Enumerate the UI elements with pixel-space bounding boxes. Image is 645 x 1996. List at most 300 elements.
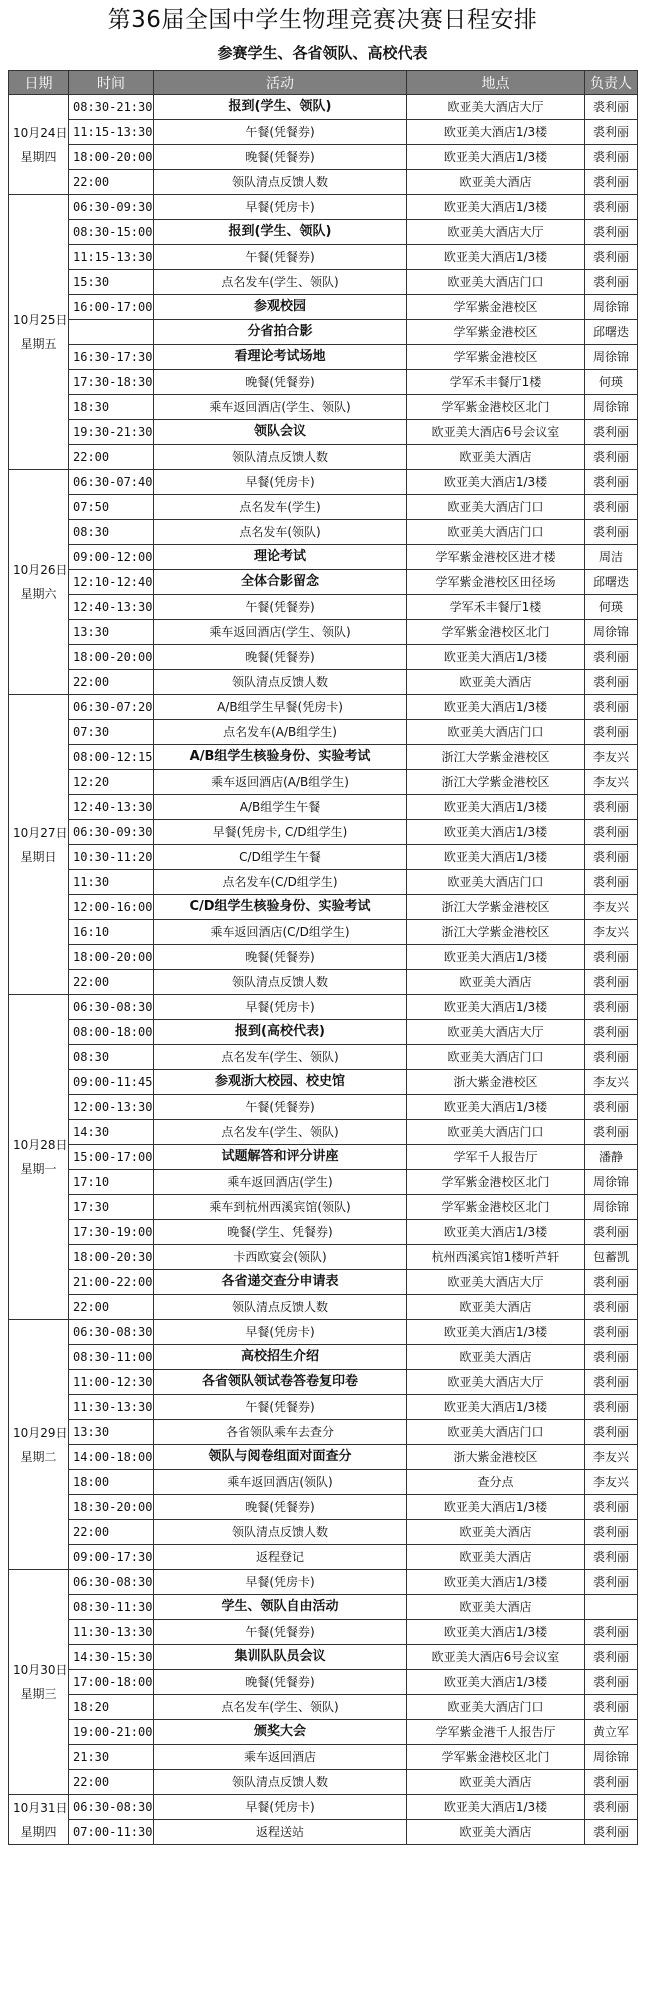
date-label: 10月30日 bbox=[13, 1663, 68, 1677]
weekday-label: 星期三 bbox=[20, 1687, 57, 1701]
table-row bbox=[9, 995, 638, 1020]
header-activity: 活动 bbox=[154, 71, 407, 95]
table-row bbox=[9, 1820, 638, 1845]
time-cell: 22:00 bbox=[69, 1520, 154, 1545]
activity-cell: A/B组学生午餐 bbox=[154, 795, 407, 820]
time-cell: 19:00-21:00 bbox=[69, 1720, 154, 1745]
time-cell: 13:30 bbox=[69, 1420, 154, 1445]
activity-cell: 晚餐(凭餐券) bbox=[154, 1670, 407, 1695]
time-cell: 14:30 bbox=[69, 1120, 154, 1145]
table-row bbox=[9, 1445, 638, 1470]
person-cell: 裘利丽 bbox=[585, 145, 638, 170]
time-cell: 18:30 bbox=[69, 395, 154, 420]
person-cell: 潘静 bbox=[585, 1145, 638, 1170]
table-row bbox=[9, 220, 638, 245]
time-cell: 16:00-17:00 bbox=[69, 295, 154, 320]
person-cell: 裘利丽 bbox=[585, 495, 638, 520]
activity-cell: 早餐(凭房卡, C/D组学生) bbox=[154, 820, 407, 845]
table-row bbox=[9, 1420, 638, 1445]
table-row bbox=[9, 795, 638, 820]
activity-cell: 各省领队领试卷答卷复印卷 bbox=[154, 1370, 407, 1395]
time-cell: 12:00-16:00 bbox=[69, 895, 154, 920]
time-cell: 13:30 bbox=[69, 620, 154, 645]
person-cell: 裘利丽 bbox=[585, 1220, 638, 1245]
location-cell: 欧亚美大酒店1/3楼 bbox=[407, 995, 585, 1020]
person-cell: 裘利丽 bbox=[585, 870, 638, 895]
location-cell: 欧亚美大酒店1/3楼 bbox=[407, 795, 585, 820]
location-cell: 欧亚美大酒店 bbox=[407, 1295, 585, 1320]
time-cell: 09:00-17:30 bbox=[69, 1545, 154, 1570]
location-cell: 欧亚美大酒店门口 bbox=[407, 1695, 585, 1720]
person-cell: 周徐锦 bbox=[585, 295, 638, 320]
activity-cell: 午餐(凭餐券) bbox=[154, 1395, 407, 1420]
person-cell: 裘利丽 bbox=[585, 1395, 638, 1420]
location-cell: 浙江大学紫金港校区 bbox=[407, 920, 585, 945]
person-cell: 包蓄凯 bbox=[585, 1245, 638, 1270]
table-row bbox=[9, 145, 638, 170]
header-person: 负责人 bbox=[585, 71, 638, 95]
location-cell: 学军紫金港校区 bbox=[407, 345, 585, 370]
location-cell: 浙大紫金港校区 bbox=[407, 1445, 585, 1470]
table-row bbox=[9, 120, 638, 145]
activity-cell: 点名发车(学生、领队) bbox=[154, 1695, 407, 1720]
page-subtitle: 参赛学生、各省领队、高校代表 bbox=[217, 44, 428, 62]
time-cell: 21:30 bbox=[69, 1745, 154, 1770]
table-row bbox=[9, 1670, 638, 1695]
time-cell: 18:00-20:00 bbox=[69, 945, 154, 970]
time-cell: 14:30-15:30 bbox=[69, 1645, 154, 1670]
location-cell: 欧亚美大酒店1/3楼 bbox=[407, 945, 585, 970]
activity-cell: 报到(学生、领队) bbox=[154, 220, 407, 245]
time-cell: 18:00-20:30 bbox=[69, 1245, 154, 1270]
person-cell: 裘利丽 bbox=[585, 170, 638, 195]
location-cell: 浙江大学紫金港校区 bbox=[407, 770, 585, 795]
time-cell: 16:30-17:30 bbox=[69, 345, 154, 370]
person-cell: 裘利丽 bbox=[585, 945, 638, 970]
activity-cell: 乘车返回酒店(学生、领队) bbox=[154, 395, 407, 420]
table-row bbox=[9, 420, 638, 445]
activity-cell: 午餐(凭餐券) bbox=[154, 1620, 407, 1645]
table-row bbox=[9, 570, 638, 595]
person-cell: 周徐锦 bbox=[585, 1195, 638, 1220]
time-cell: 12:00-13:30 bbox=[69, 1095, 154, 1120]
table-row bbox=[9, 395, 638, 420]
table-row bbox=[9, 1720, 638, 1745]
location-cell: 欧亚美大酒店 bbox=[407, 970, 585, 995]
time-cell: 11:30-13:30 bbox=[69, 1620, 154, 1645]
activity-cell: 晚餐(凭餐券) bbox=[154, 645, 407, 670]
activity-cell: 领队清点反馈人数 bbox=[154, 1520, 407, 1545]
location-cell: 学军禾丰餐厅1楼 bbox=[407, 370, 585, 395]
time-cell: 17:30-19:00 bbox=[69, 1220, 154, 1245]
location-cell: 欧亚美大酒店门口 bbox=[407, 495, 585, 520]
location-cell: 学军紫金港千人报告厅 bbox=[407, 1720, 585, 1745]
header-date: 日期 bbox=[9, 71, 69, 95]
time-cell: 22:00 bbox=[69, 445, 154, 470]
table-row bbox=[9, 370, 638, 395]
activity-cell: 报到(学生、领队) bbox=[154, 95, 407, 120]
time-cell: 07:30 bbox=[69, 720, 154, 745]
date-label: 10月27日 bbox=[13, 825, 68, 840]
person-cell: 何瑛 bbox=[585, 370, 638, 395]
person-cell: 裘利丽 bbox=[585, 1320, 638, 1345]
person-cell: 裘利丽 bbox=[585, 470, 638, 495]
person-cell: 裘利丽 bbox=[585, 445, 638, 470]
person-cell: 裘利丽 bbox=[585, 1270, 638, 1295]
person-cell: 裘利丽 bbox=[585, 995, 638, 1020]
date-cell bbox=[9, 695, 69, 995]
time-cell: 06:30-08:30 bbox=[69, 1795, 154, 1820]
activity-cell: 点名发车(领队) bbox=[154, 520, 407, 545]
person-cell: 裘利丽 bbox=[585, 120, 638, 145]
person-cell: 周徐锦 bbox=[585, 1745, 638, 1770]
table-row bbox=[9, 1295, 638, 1320]
time-cell: 14:00-18:00 bbox=[69, 1445, 154, 1470]
location-cell: 学军紫金港校区北门 bbox=[407, 1170, 585, 1195]
activity-cell: 早餐(凭房卡) bbox=[154, 1320, 407, 1345]
location-cell: 欧亚美大酒店门口 bbox=[407, 720, 585, 745]
activity-cell: 点名发车(A/B组学生) bbox=[154, 720, 407, 745]
location-cell: 欧亚美大酒店1/3楼 bbox=[407, 1795, 585, 1820]
person-cell: 李友兴 bbox=[585, 1470, 638, 1495]
person-cell: 裘利丽 bbox=[585, 1095, 638, 1120]
table-row bbox=[9, 745, 638, 770]
activity-cell: 乘车返回酒店(学生、领队) bbox=[154, 620, 407, 645]
table-row bbox=[9, 595, 638, 620]
table-row bbox=[9, 1370, 638, 1395]
table-row bbox=[9, 445, 638, 470]
person-cell: 周徐锦 bbox=[585, 1170, 638, 1195]
activity-cell: 晚餐(凭餐券) bbox=[154, 370, 407, 395]
person-cell: 裘利丽 bbox=[585, 695, 638, 720]
table-row bbox=[9, 545, 638, 570]
activity-cell: 参观校园 bbox=[154, 295, 407, 320]
table-row bbox=[9, 245, 638, 270]
location-cell: 欧亚美大酒店6号会议室 bbox=[407, 1645, 585, 1670]
table-row bbox=[9, 1220, 638, 1245]
person-cell: 裘利丽 bbox=[585, 845, 638, 870]
location-cell: 学军紫金港校区 bbox=[407, 320, 585, 345]
activity-cell: 点名发车(学生、领队) bbox=[154, 270, 407, 295]
date-cell bbox=[9, 195, 69, 470]
time-cell: 15:30 bbox=[69, 270, 154, 295]
activity-cell: 点名发车(学生、领队) bbox=[154, 1120, 407, 1145]
location-cell: 欧亚美大酒店大厅 bbox=[407, 95, 585, 120]
activity-cell: 颁奖大会 bbox=[154, 1720, 407, 1745]
person-cell: 裘利丽 bbox=[585, 1295, 638, 1320]
person-cell: 裘利丽 bbox=[585, 1770, 638, 1795]
location-cell: 欧亚美大酒店1/3楼 bbox=[407, 195, 585, 220]
location-cell: 欧亚美大酒店 bbox=[407, 445, 585, 470]
location-cell: 欧亚美大酒店门口 bbox=[407, 1420, 585, 1445]
time-cell: 08:30 bbox=[69, 1045, 154, 1070]
activity-cell: 返程登记 bbox=[154, 1545, 407, 1570]
table-row bbox=[9, 895, 638, 920]
person-cell: 裘利丽 bbox=[585, 645, 638, 670]
person-cell: 裘利丽 bbox=[585, 1645, 638, 1670]
table-row bbox=[9, 620, 638, 645]
location-cell: 欧亚美大酒店1/3楼 bbox=[407, 1495, 585, 1520]
location-cell: 浙大紫金港校区 bbox=[407, 1070, 585, 1095]
schedule-table bbox=[8, 70, 638, 1845]
weekday-label: 星期二 bbox=[20, 1449, 57, 1464]
location-cell: 欧亚美大酒店6号会议室 bbox=[407, 420, 585, 445]
time-cell: 06:30-08:30 bbox=[69, 1320, 154, 1345]
table-row bbox=[9, 1595, 638, 1620]
header-time: 时间 bbox=[69, 71, 154, 95]
activity-cell: 返程送站 bbox=[154, 1820, 407, 1845]
location-cell: 欧亚美大酒店门口 bbox=[407, 270, 585, 295]
location-cell: 欧亚美大酒店 bbox=[407, 1520, 585, 1545]
page-title: 第36届全国中学生物理竞赛决赛日程安排 bbox=[107, 7, 538, 33]
table-row bbox=[9, 470, 638, 495]
activity-cell: 领队清点反馈人数 bbox=[154, 1770, 407, 1795]
person-cell: 黄立军 bbox=[585, 1720, 638, 1745]
location-cell: 欧亚美大酒店1/3楼 bbox=[407, 845, 585, 870]
time-cell: 18:00-20:00 bbox=[69, 145, 154, 170]
person-cell: 裘利丽 bbox=[585, 1570, 638, 1595]
activity-cell: 乘车返回酒店(领队) bbox=[154, 1470, 407, 1495]
table-row bbox=[9, 945, 638, 970]
location-cell: 欧亚美大酒店门口 bbox=[407, 870, 585, 895]
time-cell: 21:00-22:00 bbox=[69, 1270, 154, 1295]
table-row bbox=[9, 1145, 638, 1170]
location-cell: 欧亚美大酒店1/3楼 bbox=[407, 120, 585, 145]
table-row bbox=[9, 1745, 638, 1770]
activity-cell: A/B组学生早餐(凭房卡) bbox=[154, 695, 407, 720]
table-row bbox=[9, 1070, 638, 1095]
time-cell: 22:00 bbox=[69, 970, 154, 995]
time-cell: 09:00-11:45 bbox=[69, 1070, 154, 1095]
activity-cell: 乘车返回酒店(A/B组学生) bbox=[154, 770, 407, 795]
activity-cell: 试题解答和评分讲座 bbox=[154, 1145, 407, 1170]
person-cell: 李友兴 bbox=[585, 895, 638, 920]
time-cell: 19:30-21:30 bbox=[69, 420, 154, 445]
weekday-label: 星期六 bbox=[20, 587, 57, 601]
location-cell: 学军紫金港校区北门 bbox=[407, 1195, 585, 1220]
date-cell bbox=[9, 470, 69, 695]
table-row bbox=[9, 1795, 638, 1820]
activity-cell: 点名发车(学生) bbox=[154, 495, 407, 520]
time-cell: 12:40-13:30 bbox=[69, 595, 154, 620]
person-cell: 裘利丽 bbox=[585, 520, 638, 545]
time-cell: 11:15-13:30 bbox=[69, 245, 154, 270]
activity-cell: C/D组学生午餐 bbox=[154, 845, 407, 870]
activity-cell: 领队会议 bbox=[154, 420, 407, 445]
activity-cell: 领队与阅卷组面对面查分 bbox=[154, 1445, 407, 1470]
table-row bbox=[9, 1345, 638, 1370]
activity-cell: 早餐(凭房卡) bbox=[154, 1570, 407, 1595]
date-cell bbox=[9, 995, 69, 1320]
time-cell: 08:30-15:00 bbox=[69, 220, 154, 245]
activity-cell: 乘车返回酒店(C/D组学生) bbox=[154, 920, 407, 945]
location-cell: 学军紫金港校区 bbox=[407, 295, 585, 320]
location-cell: 欧亚美大酒店门口 bbox=[407, 1045, 585, 1070]
table-row bbox=[9, 1770, 638, 1795]
location-cell: 欧亚美大酒店门口 bbox=[407, 520, 585, 545]
person-cell: 裘利丽 bbox=[585, 1370, 638, 1395]
person-cell: 裘利丽 bbox=[585, 95, 638, 120]
time-cell: 22:00 bbox=[69, 670, 154, 695]
table-row bbox=[9, 845, 638, 870]
table-row bbox=[9, 670, 638, 695]
activity-cell: 领队清点反馈人数 bbox=[154, 170, 407, 195]
time-cell: 06:30-09:30 bbox=[69, 195, 154, 220]
location-cell: 欧亚美大酒店 bbox=[407, 1545, 585, 1570]
person-cell: 裘利丽 bbox=[585, 1345, 638, 1370]
table-row bbox=[9, 1495, 638, 1520]
table-row bbox=[9, 170, 638, 195]
schedule-body bbox=[9, 95, 638, 1845]
activity-cell: 早餐(凭房卡) bbox=[154, 1795, 407, 1820]
time-cell: 08:30-21:30 bbox=[69, 95, 154, 120]
activity-cell: 领队清点反馈人数 bbox=[154, 970, 407, 995]
activity-cell: 领队清点反馈人数 bbox=[154, 445, 407, 470]
location-cell: 欧亚美大酒店大厅 bbox=[407, 1370, 585, 1395]
location-cell: 欧亚美大酒店大厅 bbox=[407, 1020, 585, 1045]
location-cell: 欧亚美大酒店1/3楼 bbox=[407, 145, 585, 170]
location-cell: 学军紫金港校区北门 bbox=[407, 620, 585, 645]
table-row bbox=[9, 1245, 638, 1270]
weekday-label: 星期四 bbox=[20, 149, 57, 164]
date-cell bbox=[9, 95, 69, 195]
date-label: 10月26日 bbox=[13, 563, 68, 577]
person-cell: 邱曙迭 bbox=[585, 320, 638, 345]
weekday-label: 星期一 bbox=[20, 1162, 57, 1176]
location-cell: 欧亚美大酒店 bbox=[407, 1770, 585, 1795]
time-cell: 06:30-08:30 bbox=[69, 995, 154, 1020]
location-cell: 欧亚美大酒店1/3楼 bbox=[407, 245, 585, 270]
person-cell: 裘利丽 bbox=[585, 1045, 638, 1070]
person-cell: 裘利丽 bbox=[585, 1820, 638, 1845]
person-cell: 裘利丽 bbox=[585, 1695, 638, 1720]
activity-cell: 晚餐(凭餐券) bbox=[154, 945, 407, 970]
location-cell: 欧亚美大酒店1/3楼 bbox=[407, 645, 585, 670]
time-cell: 08:00-18:00 bbox=[69, 1020, 154, 1045]
table-row bbox=[9, 720, 638, 745]
location-cell: 欧亚美大酒店1/3楼 bbox=[407, 1320, 585, 1345]
activity-cell: 理论考试 bbox=[154, 545, 407, 570]
table-row bbox=[9, 920, 638, 945]
person-cell: 裘利丽 bbox=[585, 970, 638, 995]
person-cell: 周徐锦 bbox=[585, 395, 638, 420]
location-cell: 欧亚美大酒店1/3楼 bbox=[407, 1670, 585, 1695]
activity-cell: 领队清点反馈人数 bbox=[154, 1295, 407, 1320]
activity-cell: 午餐(凭餐券) bbox=[154, 120, 407, 145]
time-cell: 18:30-20:00 bbox=[69, 1495, 154, 1520]
time-cell: 17:30-18:30 bbox=[69, 370, 154, 395]
activity-cell: 早餐(凭房卡) bbox=[154, 195, 407, 220]
person-cell: 裘利丽 bbox=[585, 720, 638, 745]
table-row bbox=[9, 1620, 638, 1645]
table-row bbox=[9, 1095, 638, 1120]
table-row bbox=[9, 645, 638, 670]
table-row bbox=[9, 1520, 638, 1545]
person-cell: 裘利丽 bbox=[585, 1795, 638, 1820]
location-cell: 欧亚美大酒店 bbox=[407, 170, 585, 195]
time-cell: 07:50 bbox=[69, 495, 154, 520]
activity-cell: C/D组学生核验身份、实验考试 bbox=[154, 895, 407, 920]
table-row bbox=[9, 1020, 638, 1045]
person-cell: 周洁 bbox=[585, 545, 638, 570]
location-cell: 学军紫金港校区进才楼 bbox=[407, 545, 585, 570]
location-cell: 欧亚美大酒店1/3楼 bbox=[407, 1095, 585, 1120]
weekday-label: 星期四 bbox=[20, 1824, 57, 1839]
table-row bbox=[9, 870, 638, 895]
time-cell: 18:00-20:00 bbox=[69, 645, 154, 670]
time-cell: 08:00-12:15 bbox=[69, 745, 154, 770]
location-cell: 学军紫金港校区北门 bbox=[407, 395, 585, 420]
table-row bbox=[9, 195, 638, 220]
person-cell: 何瑛 bbox=[585, 595, 638, 620]
person-cell: 周徐锦 bbox=[585, 620, 638, 645]
table-header-row bbox=[9, 71, 638, 95]
location-cell: 欧亚美大酒店1/3楼 bbox=[407, 820, 585, 845]
activity-cell: 学生、领队自由活动 bbox=[154, 1595, 407, 1620]
table-row bbox=[9, 1045, 638, 1070]
weekday-label: 星期日 bbox=[20, 849, 57, 864]
date-label: 10月24日 bbox=[13, 125, 68, 140]
activity-cell: 分省拍合影 bbox=[154, 320, 407, 345]
activity-cell: 乘车到杭州西溪宾馆(领队) bbox=[154, 1195, 407, 1220]
person-cell: 裘利丽 bbox=[585, 270, 638, 295]
activity-cell: 点名发车(学生、领队) bbox=[154, 1045, 407, 1070]
time-cell: 06:30-07:20 bbox=[69, 695, 154, 720]
location-cell: 欧亚美大酒店门口 bbox=[407, 1120, 585, 1145]
activity-cell: 晚餐(凭餐券) bbox=[154, 1495, 407, 1520]
table-row bbox=[9, 1170, 638, 1195]
table-row bbox=[9, 770, 638, 795]
location-cell: 欧亚美大酒店 bbox=[407, 1345, 585, 1370]
table-row bbox=[9, 1320, 638, 1345]
time-cell: 08:30-11:30 bbox=[69, 1595, 154, 1620]
location-cell: 学军紫金港校区北门 bbox=[407, 1745, 585, 1770]
table-row bbox=[9, 495, 638, 520]
person-cell: 裘利丽 bbox=[585, 670, 638, 695]
table-row bbox=[9, 1270, 638, 1295]
person-cell: 裘利丽 bbox=[585, 420, 638, 445]
time-cell: 12:20 bbox=[69, 770, 154, 795]
time-cell: 16:10 bbox=[69, 920, 154, 945]
activity-cell: 乘车返回酒店 bbox=[154, 1745, 407, 1770]
person-cell: 李友兴 bbox=[585, 1070, 638, 1095]
table-row bbox=[9, 695, 638, 720]
location-cell: 欧亚美大酒店1/3楼 bbox=[407, 1570, 585, 1595]
activity-cell: 乘车返回酒店(学生) bbox=[154, 1170, 407, 1195]
time-cell: 11:15-13:30 bbox=[69, 120, 154, 145]
table-row bbox=[9, 820, 638, 845]
person-cell: 李友兴 bbox=[585, 920, 638, 945]
person-cell: 裘利丽 bbox=[585, 795, 638, 820]
time-cell: 18:00 bbox=[69, 1470, 154, 1495]
activity-cell: 卡西欧宴会(领队) bbox=[154, 1245, 407, 1270]
person-cell bbox=[585, 1595, 638, 1620]
table-row bbox=[9, 1195, 638, 1220]
person-cell: 李友兴 bbox=[585, 1445, 638, 1470]
table-row bbox=[9, 1395, 638, 1420]
time-cell: 11:30 bbox=[69, 870, 154, 895]
person-cell: 裘利丽 bbox=[585, 1495, 638, 1520]
date-label: 10月28日 bbox=[13, 1138, 68, 1152]
date-label: 10月25日 bbox=[13, 313, 68, 327]
activity-cell: 午餐(凭餐券) bbox=[154, 245, 407, 270]
table-row bbox=[9, 320, 638, 345]
time-cell: 06:30-08:30 bbox=[69, 1570, 154, 1595]
activity-cell: 早餐(凭房卡) bbox=[154, 995, 407, 1020]
time-cell: 08:30 bbox=[69, 520, 154, 545]
activity-cell: 各省递交查分申请表 bbox=[154, 1270, 407, 1295]
time-cell: 22:00 bbox=[69, 1770, 154, 1795]
